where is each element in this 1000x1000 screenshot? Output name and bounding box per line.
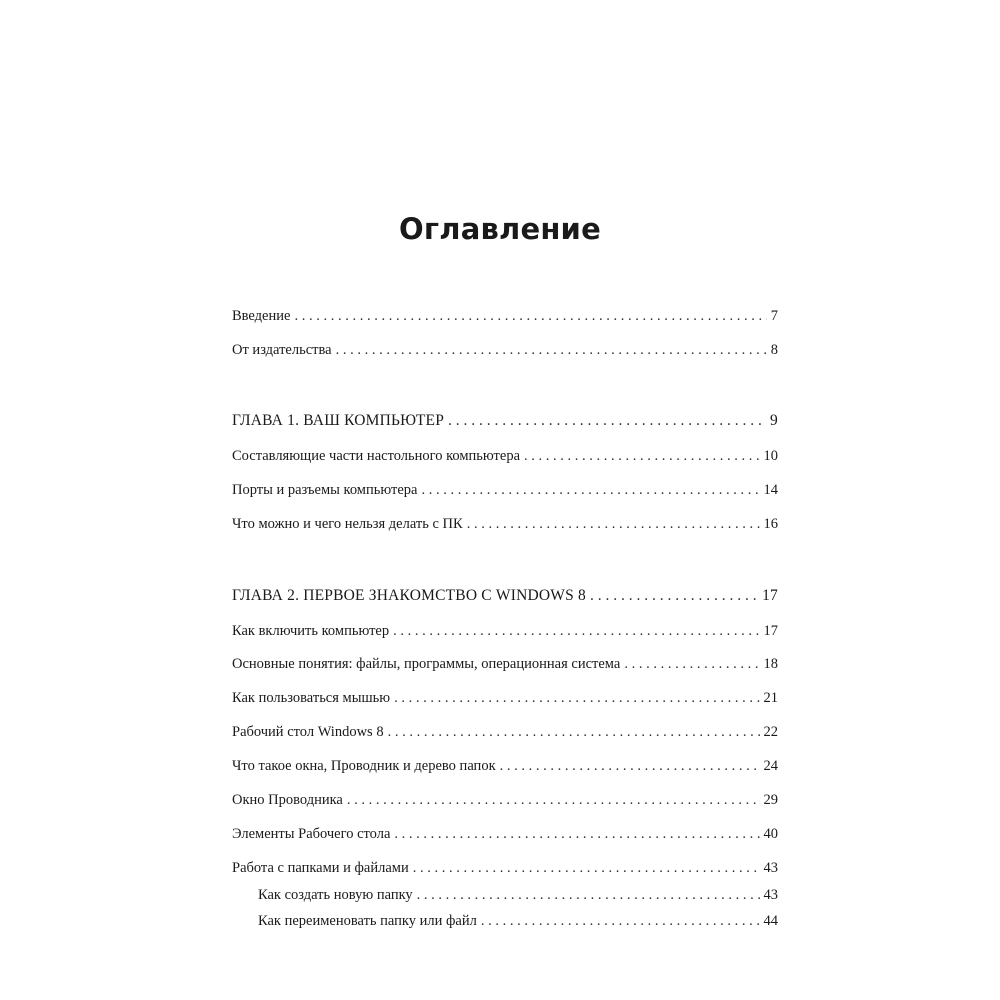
toc-entry-page: 24 bbox=[763, 758, 778, 774]
toc-entry-text: Введение bbox=[232, 308, 291, 324]
toc-leader bbox=[294, 307, 766, 325]
toc-entry-text: Как пользоваться мышью bbox=[232, 690, 391, 706]
toc-entry-text: Как включить компьютер bbox=[232, 623, 390, 639]
toc-entry bbox=[232, 689, 778, 707]
toc-entry-text: Основные понятия: файлы, программы, операционная система bbox=[232, 656, 621, 672]
toc-entry-text: Как создать новую папку bbox=[258, 887, 413, 903]
toc-leader bbox=[336, 341, 767, 359]
toc-entry-page: 16 bbox=[763, 516, 778, 532]
toc-entry-page: 21 bbox=[763, 690, 778, 706]
toc-entry-page: 9 bbox=[770, 412, 778, 429]
toc-leader bbox=[467, 515, 760, 533]
page-title: Оглавление bbox=[399, 212, 601, 246]
toc-entry-text: Элементы Рабочего стола bbox=[232, 826, 391, 842]
toc-entry bbox=[232, 825, 778, 843]
toc-subentry bbox=[258, 886, 778, 904]
toc-chapter-1 bbox=[232, 412, 778, 430]
toc-entry-text: Порты и разъемы компьютера bbox=[232, 482, 418, 498]
toc-leader bbox=[421, 481, 759, 499]
toc-entry-text: Что такое окна, Проводник и дерево папок bbox=[232, 758, 496, 774]
toc-entry bbox=[232, 655, 778, 673]
toc-leader bbox=[394, 689, 759, 707]
toc-leader bbox=[500, 757, 760, 775]
toc-entry-page: 17 bbox=[763, 623, 778, 639]
toc-entry-page: 43 bbox=[763, 860, 778, 876]
toc-entry-publisher bbox=[232, 341, 778, 359]
toc-entry bbox=[232, 481, 778, 499]
toc-entry-text: Как переименовать папку или файл bbox=[258, 913, 477, 929]
toc-leader bbox=[388, 723, 760, 741]
toc-leader bbox=[524, 447, 759, 465]
toc-leader bbox=[448, 412, 766, 430]
toc-leader bbox=[394, 825, 759, 843]
toc-entry bbox=[232, 791, 778, 809]
toc-entry bbox=[232, 622, 778, 640]
toc-entry-text: Рабочий стол Windows 8 bbox=[232, 724, 384, 740]
toc-entry-page: 44 bbox=[763, 913, 778, 929]
toc-entry bbox=[232, 723, 778, 741]
toc-leader bbox=[347, 791, 760, 809]
toc-entry bbox=[232, 515, 778, 533]
toc-leader bbox=[590, 587, 758, 605]
toc-entry-page: 7 bbox=[770, 308, 778, 324]
toc-entry-page: 22 bbox=[763, 724, 778, 740]
toc-leader bbox=[413, 859, 760, 877]
toc-entry-page: 10 bbox=[763, 448, 778, 464]
toc-entry-page: 40 bbox=[763, 826, 778, 842]
toc-entry-page: 18 bbox=[763, 656, 778, 672]
toc-entry-text: Составляющие части настольного компьютера bbox=[232, 448, 521, 464]
toc-entry bbox=[232, 757, 778, 775]
toc-entry-page: 29 bbox=[763, 792, 778, 808]
toc-entry-text: ГЛАВА 2. ПЕРВОЕ ЗНАКОМСТВО С WINDOWS 8 bbox=[232, 587, 586, 604]
toc-entry-text: ГЛАВА 1. ВАШ КОМПЬЮТЕР bbox=[232, 412, 445, 429]
toc-entry-text: От издательства bbox=[232, 342, 332, 358]
toc-entry-page: 17 bbox=[762, 587, 778, 604]
toc-entry-text: Окно Проводника bbox=[232, 792, 343, 808]
toc-entry-page: 8 bbox=[770, 342, 778, 358]
toc-entry bbox=[232, 447, 778, 465]
toc-entry-text: Что можно и чего нельзя делать с ПК bbox=[232, 516, 463, 532]
toc-entry bbox=[232, 859, 778, 877]
toc-leader bbox=[417, 886, 760, 904]
toc-subentry bbox=[258, 912, 778, 930]
toc-leader bbox=[624, 655, 759, 673]
toc-leader bbox=[393, 622, 759, 640]
toc-entry-introduction bbox=[232, 307, 778, 325]
toc-entry-page: 14 bbox=[763, 482, 778, 498]
toc-leader bbox=[481, 912, 760, 930]
toc-entry-text: Работа с папками и файлами bbox=[232, 860, 409, 876]
toc-entry-page: 43 bbox=[763, 887, 778, 903]
toc-chapter-2 bbox=[232, 587, 778, 605]
